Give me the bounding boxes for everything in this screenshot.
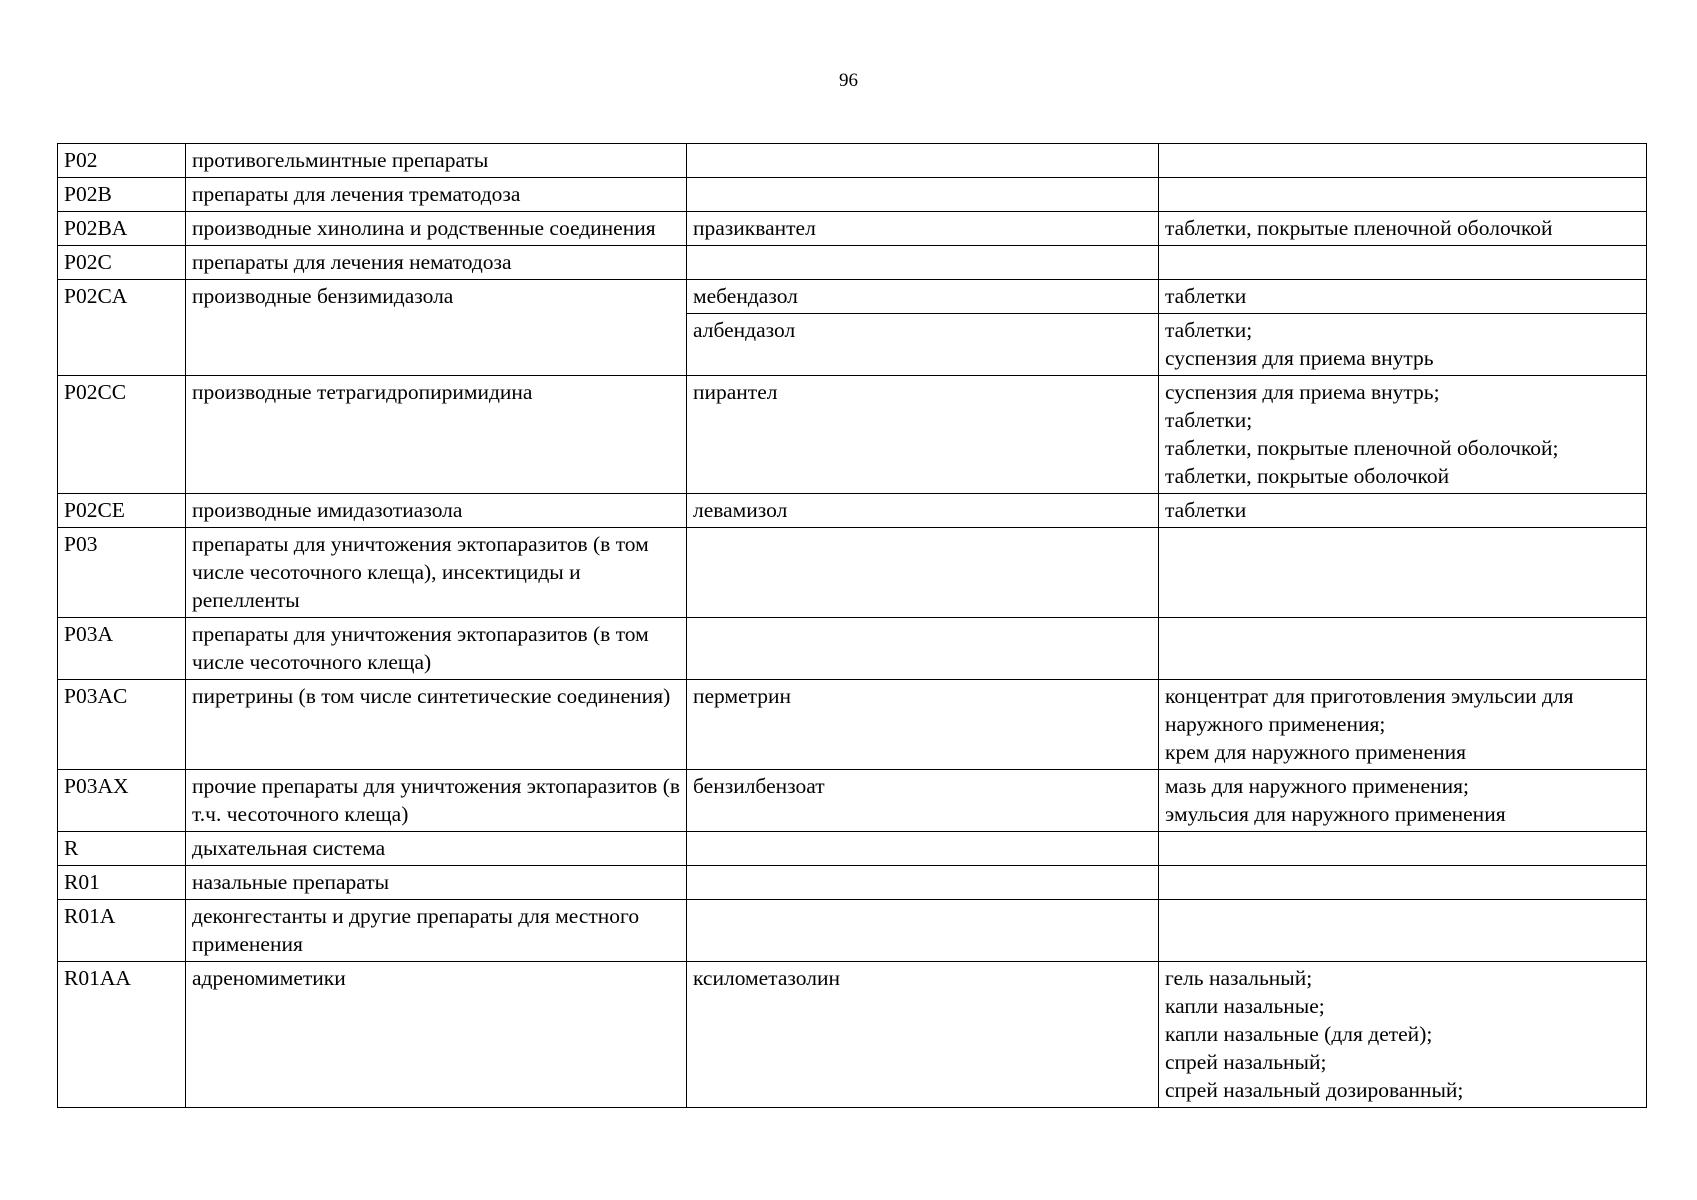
table-row [58, 494, 1647, 528]
atc-code-cell: P02 [58, 144, 186, 178]
table-body [58, 144, 1647, 1108]
drug-name-cell: празиквантел [687, 212, 1159, 246]
dosage-forms-cell: таблетки [1159, 280, 1647, 314]
dosage-forms-cell [1159, 246, 1647, 280]
table-row [58, 618, 1647, 680]
anatomical-group-cell: производные хинолина и родственные соединения [186, 212, 687, 246]
dosage-forms-cell [1159, 144, 1647, 178]
anatomical-group-cell: деконгестанты и другие препараты для местного применения [186, 900, 687, 962]
table-row [58, 178, 1647, 212]
drug-name-cell [687, 178, 1159, 212]
atc-code-cell: R01AA [58, 962, 186, 1108]
drug-name-cell [687, 528, 1159, 618]
table-row [58, 280, 1647, 314]
atc-code-cell: R01A [58, 900, 186, 962]
atc-code-cell: P02B [58, 178, 186, 212]
table-row [58, 962, 1647, 1108]
anatomical-group-cell: препараты для уничтожения эктопаразитов (в том числе чесоточного клеща), инсектициды и репелленты [186, 528, 687, 618]
drug-name-cell [687, 144, 1159, 178]
drug-name-cell [687, 618, 1159, 680]
dosage-forms-cell [1159, 178, 1647, 212]
anatomical-group-cell: препараты для лечения трематодоза [186, 178, 687, 212]
table-row [58, 900, 1647, 962]
drug-name-cell [687, 866, 1159, 900]
anatomical-group-cell: производные имидазотиазола [186, 494, 687, 528]
drug-name-cell [687, 246, 1159, 280]
drug-name-cell: албендазол [687, 314, 1159, 376]
table-row [58, 212, 1647, 246]
atc-code-cell: P02CA [58, 280, 186, 376]
atc-code-cell: P03AC [58, 680, 186, 770]
anatomical-group-cell: дыхательная система [186, 832, 687, 866]
dosage-forms-cell [1159, 832, 1647, 866]
table-row [58, 246, 1647, 280]
atc-code-cell: P03A [58, 618, 186, 680]
drug-name-cell: перметрин [687, 680, 1159, 770]
anatomical-group-cell: препараты для уничтожения эктопаразитов (в том числе чесоточного клеща) [186, 618, 687, 680]
table-row [58, 528, 1647, 618]
dosage-forms-cell [1159, 866, 1647, 900]
anatomical-group-cell: пиретрины (в том числе синтетические соединения) [186, 680, 687, 770]
drug-name-cell [687, 832, 1159, 866]
dosage-forms-cell [1159, 618, 1647, 680]
atc-code-cell: P02C [58, 246, 186, 280]
atc-code-cell: P02BA [58, 212, 186, 246]
drug-name-cell: пирантел [687, 376, 1159, 494]
table-row [58, 770, 1647, 832]
table-row [58, 832, 1647, 866]
atc-code-cell: P02CC [58, 376, 186, 494]
drug-name-cell: левамизол [687, 494, 1159, 528]
page-number: 96 [839, 70, 858, 91]
drug-name-cell: мебендазол [687, 280, 1159, 314]
table-row [58, 144, 1647, 178]
drug-name-cell: ксилометазолин [687, 962, 1159, 1108]
dosage-forms-cell: концентрат для приготовления эмульсии для наружного применения; крем для наружного применения [1159, 680, 1647, 770]
atc-code-cell: P02CE [58, 494, 186, 528]
dosage-forms-cell: мазь для наружного применения; эмульсия для наружного применения [1159, 770, 1647, 832]
anatomical-group-cell: адреномиметики [186, 962, 687, 1108]
drug-table [57, 143, 1647, 1108]
drug-name-cell: бензилбензоат [687, 770, 1159, 832]
table-row [58, 680, 1647, 770]
dosage-forms-cell [1159, 528, 1647, 618]
dosage-forms-cell: таблетки, покрытые пленочной оболочкой [1159, 212, 1647, 246]
anatomical-group-cell: противогельминтные препараты [186, 144, 687, 178]
drug-name-cell [687, 900, 1159, 962]
table-row [58, 376, 1647, 494]
atc-code-cell: P03 [58, 528, 186, 618]
atc-code-cell: R [58, 832, 186, 866]
atc-code-cell: P03AX [58, 770, 186, 832]
dosage-forms-cell: таблетки [1159, 494, 1647, 528]
anatomical-group-cell: производные тетрагидропиримидина [186, 376, 687, 494]
anatomical-group-cell: назальные препараты [186, 866, 687, 900]
atc-code-cell: R01 [58, 866, 186, 900]
anatomical-group-cell: производные бензимидазола [186, 280, 687, 376]
dosage-forms-cell: суспензия для приема внутрь; таблетки; таблетки, покрытые пленочной оболочкой; таблетки, покрытые оболочкой [1159, 376, 1647, 494]
dosage-forms-cell: таблетки; суспензия для приема внутрь [1159, 314, 1647, 376]
anatomical-group-cell: прочие препараты для уничтожения эктопаразитов (в т.ч. чесоточного клеща) [186, 770, 687, 832]
dosage-forms-cell: гель назальный; капли назальные; капли назальные (для детей); спрей назальный; спрей назальный дозированный; [1159, 962, 1647, 1108]
dosage-forms-cell [1159, 900, 1647, 962]
anatomical-group-cell: препараты для лечения нематодоза [186, 246, 687, 280]
table-row [58, 866, 1647, 900]
